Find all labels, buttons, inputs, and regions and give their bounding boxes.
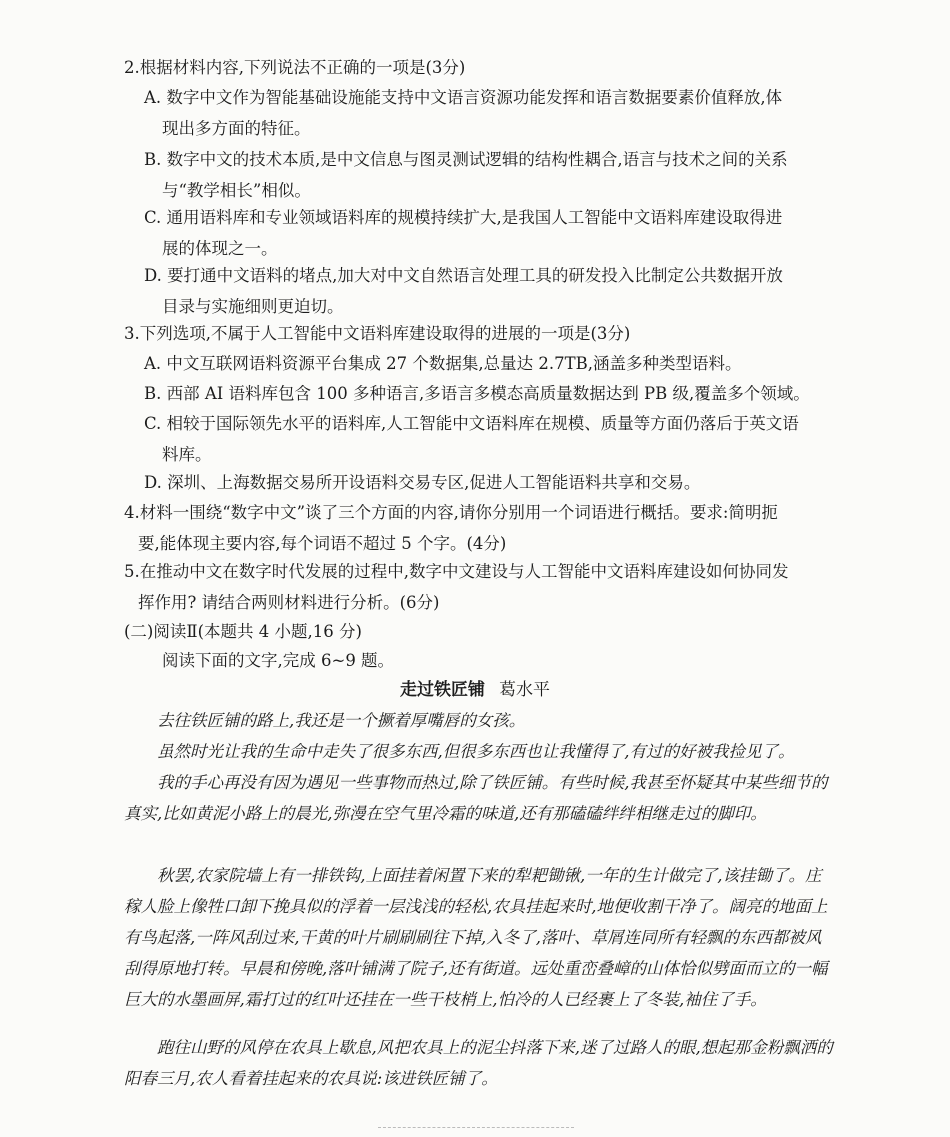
question-3-option-a: A. 中文互联网语料资源平台集成 27 个数据集,总量达 2.7TB,涵盖多种类型语料。 <box>144 354 742 373</box>
passage-paragraph-3: 我的手心再没有因为遇见一些事物而热过,除了铁匠铺。有些时候,我甚至怀疑其中某些细节的真实,比如黄泥小路上的晨光,弥漫在空气里冷霜的味道,还有那磕磕绊绊相继走过的脚印。 <box>124 773 828 823</box>
reading-instruction: 阅读下面的文字,完成 6~9 题。 <box>162 651 395 670</box>
passage-paragraph-5: 跑往山野的风停在农具上歇息,风把农具上的泥尘抖落下来,迷了过路人的眼,想起那金粉飘洒的阳春三月,农人看着挂起来的农具说:该进铁匠铺了。 <box>124 1038 833 1088</box>
passage-title-line <box>0 675 950 706</box>
question-3-option-b: B. 西部 AI 语料库包含 100 多种语言,多语言多模态高质量数据达到 PB 级,覆盖多个领域。 <box>144 384 810 403</box>
question-4: 4.材料一围绕“数字中文”谈了三个方面的内容,请你分别用一个词语进行概括。要求:简明扼 要,能体现主要内容,每个词语不超过 5 个字。(4分) <box>124 503 778 553</box>
page-footer-mark <box>378 1127 574 1132</box>
passage-author: 葛水平 <box>499 680 550 700</box>
passage-title: 走过铁匠铺 <box>400 680 485 700</box>
question-5: 5.在推动中文在数字时代发展的过程中,数字中文建设与人工智能中文语料库建设如何协同发 挥作用? 请结合两则材料进行分析。(6分) <box>124 562 789 612</box>
question-3-option-c: C. 相较于国际领先水平的语料库,人工智能中文语料库在规模、质量等方面仍落后于英文语 料库。 <box>144 414 799 464</box>
question-2-option-b: B. 数字中文的技术本质,是中文信息与图灵测试逻辑的结构性耦合,语言与技术之间的关系 与“教学相长”相似。 <box>144 150 788 200</box>
question-2-option-a: A. 数字中文作为智能基础设施能支持中文语言资源功能发挥和语言数据要素价值释放,体 现出多方面的特征。 <box>144 88 783 138</box>
question-2-option-c: C. 通用语料库和专业领域语料库的规模持续扩大,是我国人工智能中文语料库建设取得进 展的体现之一。 <box>144 208 783 258</box>
section-heading: (二)阅读Ⅱ(本题共 4 小题,16 分) <box>124 622 362 641</box>
question-3-option-d: D. 深圳、上海数据交易所开设语料交易专区,促进人工智能语料共享和交易。 <box>144 473 701 492</box>
question-2-option-d: D. 要打通中文语料的堵点,加大对中文自然语言处理工具的研发投入比制定公共数据开放 目录与实施细则更迫切。 <box>144 266 783 316</box>
passage-paragraph-1: 去往铁匠铺的路上,我还是一个撅着厚嘴唇的女孩。 <box>157 711 526 730</box>
passage-paragraph-2: 虽然时光让我的生命中走失了很多东西,但很多东西也让我懂得了,有过的好被我捡见了。 <box>157 742 795 761</box>
question-2-stem: 2.根据材料内容,下列说法不正确的一项是(3分) <box>124 58 466 77</box>
question-3-stem: 3.下列选项,不属于人工智能中文语料库建设取得的进展的一项是(3分) <box>124 324 631 343</box>
passage-paragraph-4: 秋罢,农家院墙上有一排铁钩,上面挂着闲置下来的犁耙锄锹,一年的生计做完了,该挂锄了。庄稼人脸上像牲口卸下挽具似的浮着一层浅浅的轻松,农具挂起来时,地便收割干净了。阔亮的地面上有鸟起落,一阵风刮过来,干黄的叶片刷刷刷往下掉,入冬了,落叶、草屑连同所有轻飘的东西都被风刮得原地打转。早晨和傍晚,落叶铺满了院子,还有街道。远处重峦叠嶂的山体恰似劈面而立的一幅巨大的水墨画屏,霜打过的红叶还挂在一些干枝梢上,怕冷的人已经裹上了冬装,袖住了手。 <box>124 866 828 1009</box>
